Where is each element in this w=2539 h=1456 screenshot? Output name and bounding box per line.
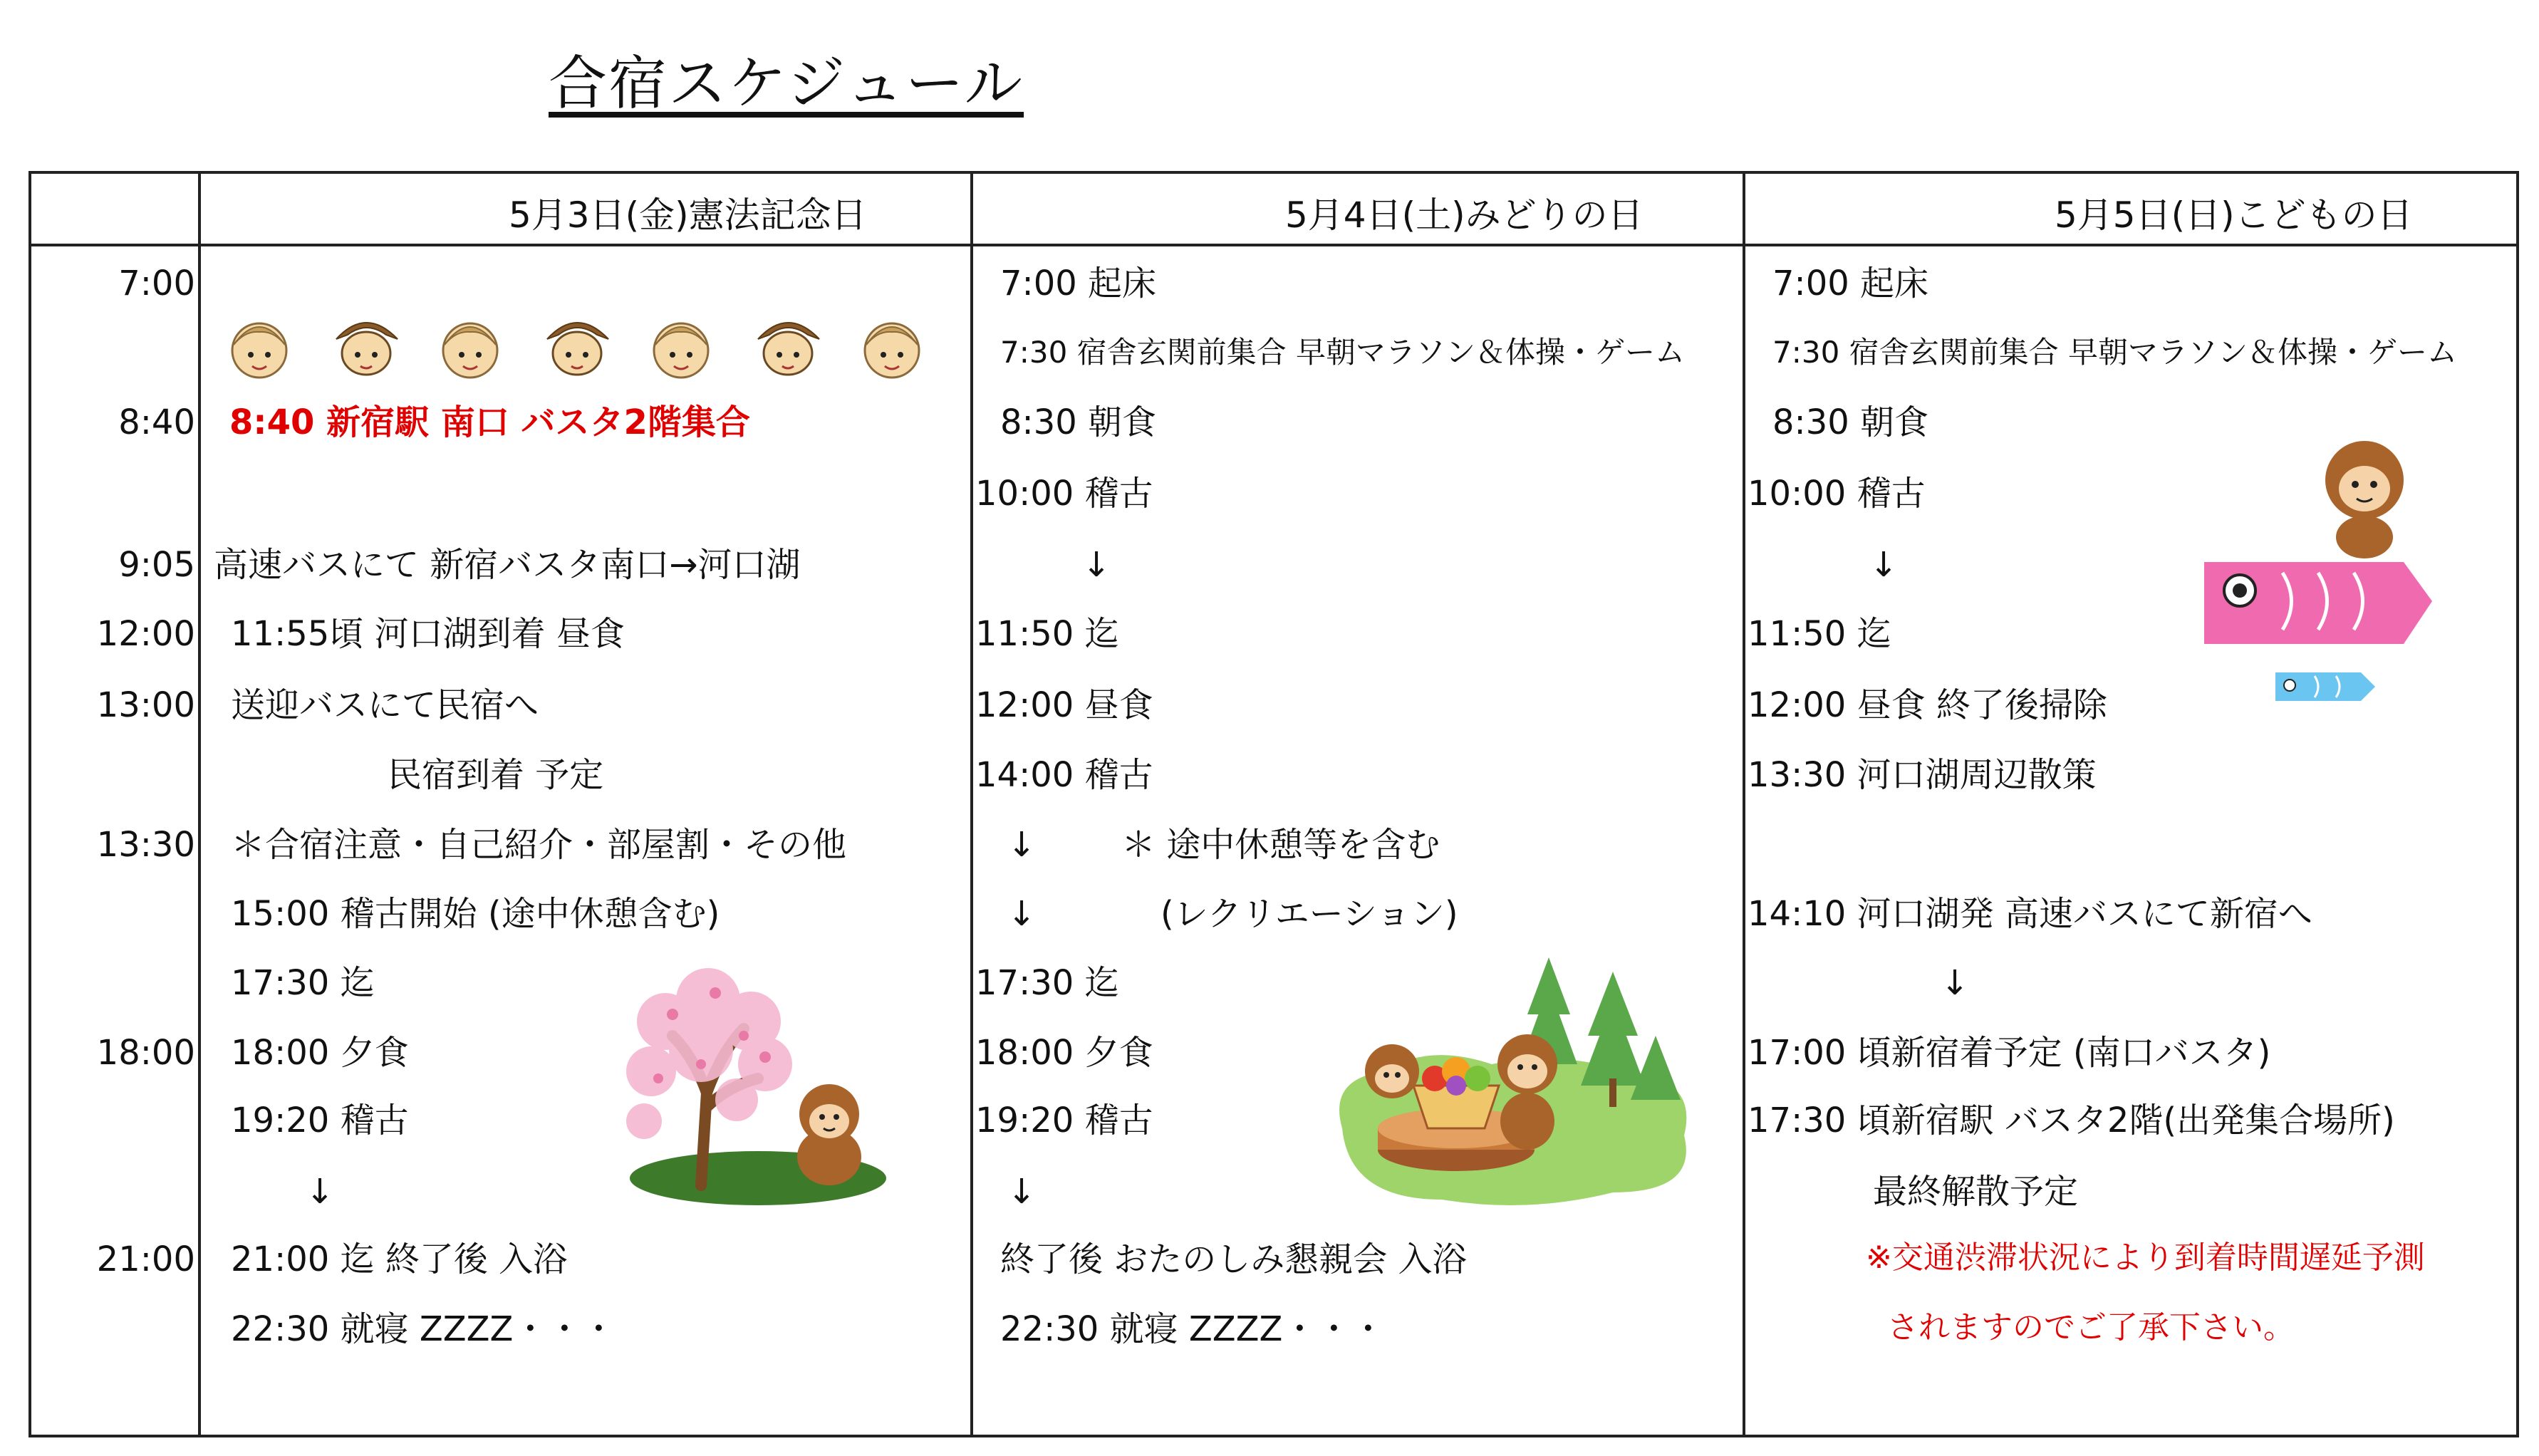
divider (31, 244, 2516, 246)
divider (198, 174, 201, 1435)
divider (1743, 174, 1745, 1435)
schedule-item: 11:50 迄 (975, 614, 1119, 654)
schedule-item: 7:00 起床 (1000, 264, 1157, 303)
arrow-down: ↓ (1007, 825, 1037, 865)
schedule-item: 民宿到着 予定 (388, 755, 604, 795)
schedule-table (28, 171, 2519, 1437)
arrow-down: ↓ (1941, 963, 1970, 1003)
day1-header: 5月3日(金)憲法記念日 (509, 194, 867, 236)
delay-notice: ※交通渋滞状況により到着時間遅延予測 (1866, 1239, 2425, 1276)
day2-header: 5月4日(土)みどりの日 (1285, 194, 1644, 236)
schedule-item: 19:20 稽古 (975, 1101, 1153, 1140)
meeting-point-alert: 8:40 新宿駅 南口 バスタ2階集合 (229, 402, 750, 442)
arrow-down: ↓ (1869, 545, 1899, 585)
schedule-item: 7:30 宿舎玄関前集合 早朝マラソン＆体操・ゲーム (1000, 335, 1686, 370)
schedule-item: 17:30 迄 (231, 963, 375, 1003)
day3-header: 5月5日(日)こどもの日 (2055, 194, 2413, 236)
delay-notice: されますのでご了承下さい。 (1887, 1309, 2295, 1346)
time-label: 12:00 (96, 614, 195, 654)
schedule-item: 19:20 稽古 (231, 1101, 409, 1140)
schedule-item: 7:00 起床 (1772, 264, 1929, 303)
schedule-item: 21:00 迄 終了後 入浴 (231, 1239, 568, 1279)
time-label: 9:05 (118, 545, 195, 585)
schedule-item: 14:10 河口湖発 高速バスにて新宿へ (1748, 894, 2312, 934)
schedule-item: 10:00 稽古 (1748, 474, 1926, 514)
time-label: 13:30 (96, 825, 195, 865)
kids-faces-icon (231, 309, 929, 388)
schedule-item: 8:30 朝食 (1772, 402, 1929, 442)
schedule-item: 高速バスにて 新宿バスタ南口→河口湖 (214, 545, 801, 585)
schedule-item: 12:00 昼食 終了後掃除 (1748, 685, 2107, 725)
schedule-item: 送迎バスにて民宿へ (231, 685, 539, 725)
schedule-item: 15:00 稽古開始 (途中休憩含む) (231, 894, 720, 934)
schedule-item: 17:30 頃新宿駅 バスタ2階(出発集合場所) (1748, 1101, 2395, 1140)
arrow-down: ↓ (1007, 894, 1037, 934)
schedule-item: 終了後 おたのしみ懇親会 入浴 (1000, 1239, 1467, 1279)
schedule-item: 18:00 夕食 (975, 1033, 1153, 1073)
schedule-item: 11:50 迄 (1748, 614, 1891, 654)
schedule-item: ＊ 途中休憩等を含む (1121, 825, 1440, 865)
schedule-item: 7:30 宿舎玄関前集合 早朝マラソン＆体操・ゲーム (1772, 335, 2458, 370)
schedule-item: 17:30 迄 (975, 963, 1119, 1003)
schedule-item: (レクリエーション) (1161, 894, 1458, 934)
time-label: 13:00 (96, 685, 195, 725)
schedule-item: 11:55頃 河口湖到着 昼食 (231, 614, 625, 654)
schedule-item: 17:00 頃新宿着予定 (南口バスタ) (1748, 1033, 2271, 1073)
cherry-tree-monkey-icon (623, 972, 886, 1207)
divider (970, 174, 973, 1435)
schedule-item: 8:30 朝食 (1000, 402, 1157, 442)
schedule-item: 22:30 就寝 ZZZZ・・・ (231, 1309, 616, 1349)
schedule-item: ＊合宿注意・自己紹介・部屋割・その他 (231, 825, 847, 865)
schedule-item: 最終解散予定 (1873, 1172, 2079, 1212)
schedule-item: 22:30 就寝 ZZZZ・・・ (1000, 1309, 1386, 1349)
time-label: 18:00 (96, 1033, 195, 1073)
page-title: 合宿スケジュール (549, 50, 1024, 118)
arrow-down: ↓ (1082, 545, 1111, 585)
time-label: 21:00 (96, 1239, 195, 1279)
arrow-down: ↓ (1007, 1172, 1037, 1212)
schedule-item: 13:30 河口湖周辺散策 (1748, 755, 2097, 795)
time-label: 8:40 (118, 402, 195, 442)
schedule-item: 14:00 稽古 (975, 755, 1153, 795)
schedule-item: 12:00 昼食 (975, 685, 1153, 725)
monkeys-picnic-icon (1328, 943, 1713, 1214)
schedule-item: 10:00 稽古 (975, 474, 1153, 514)
arrow-down: ↓ (306, 1172, 335, 1212)
time-label: 7:00 (118, 264, 195, 303)
koinobori-monkey-icon (2197, 430, 2454, 715)
schedule-item: 18:00 夕食 (231, 1033, 409, 1073)
